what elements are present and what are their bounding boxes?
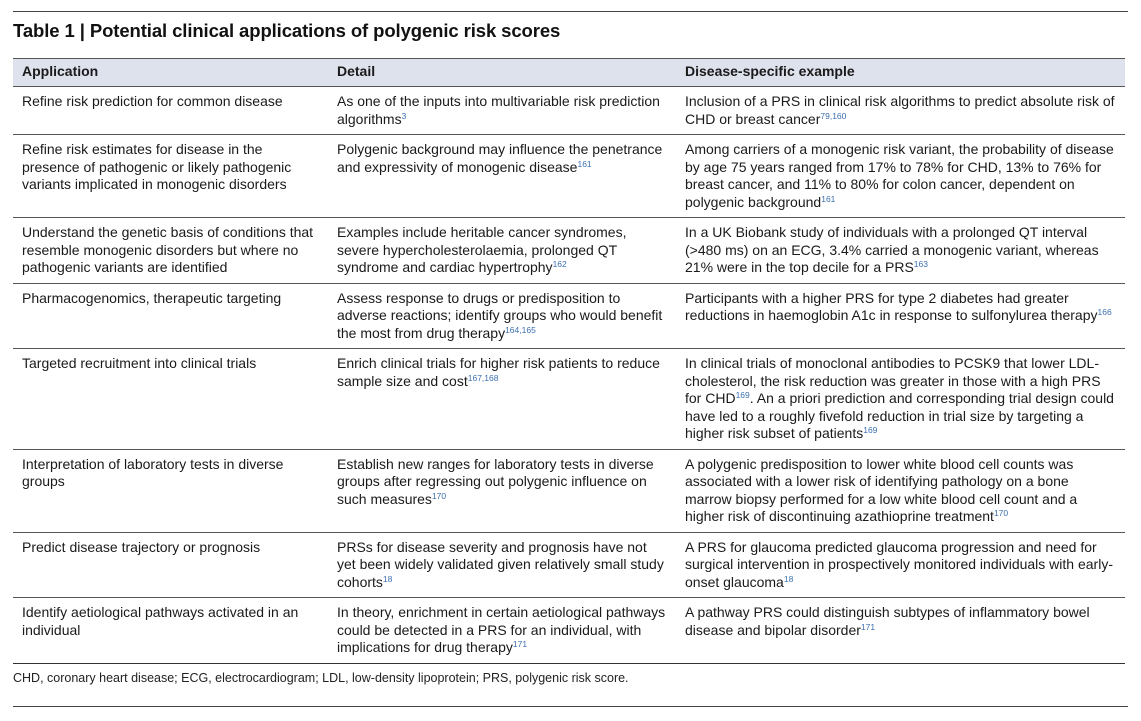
detail-cell [328, 598, 676, 664]
cell-text: Establish new ranges for laboratory tests in diverse groups after regressing out polygenic influence on such measures [337, 455, 654, 507]
example-cell [676, 218, 1125, 284]
table-header-row [13, 59, 1125, 87]
application-cell: Predict disease trajectory or prognosis [13, 532, 328, 598]
application-cell: Refine risk prediction for common disease [13, 87, 328, 135]
reference-link[interactable]: 161 [821, 193, 836, 204]
table-row [13, 598, 1125, 664]
reference-link[interactable]: 164,165 [505, 324, 536, 335]
applications-table [13, 58, 1125, 664]
table-row [13, 87, 1125, 135]
cell-text: Participants with a higher PRS for type 2 diabetes had greater reductions in haemoglobin A1c in response to sulfonylurea therapy [685, 289, 1098, 323]
column-header-application: Application [13, 59, 328, 87]
reference-link[interactable]: 163 [913, 259, 928, 269]
reference-link[interactable]: 79,160 [820, 110, 847, 121]
reference-link[interactable]: 170 [431, 490, 447, 501]
cell-text: As one of the inputs into multivariable risk prediction algorithms [337, 93, 660, 127]
cell-text: Assess response to drugs or predisposition to adverse reactions; identify groups who would benefit the most from drug therapy [337, 289, 663, 341]
cell-text: In a UK Biobank study of individuals with a prolonged QT interval (>480 ms) on an ECG, 3.4% carried a monogenic variant, whereas 21% were in the top decile for a PRS [685, 224, 1099, 275]
reference-link[interactable]: 3 [401, 110, 407, 121]
cell-text: Among carriers of a monogenic risk variant, the probability of disease by age 75 years ranged from 17% to 78% for CHD, 13% to 76% for breast cancer, and 11% to 80% for colon cancer, dependent on polygenic background [685, 141, 1114, 210]
reference-link[interactable]: 18 [783, 573, 794, 584]
column-header-example: Disease-specific example [676, 59, 1125, 87]
example-cell [676, 349, 1125, 450]
detail-cell [328, 449, 676, 532]
reference-link[interactable]: 171 [512, 639, 528, 649]
application-cell: Interpretation of laboratory tests in diverse groups [13, 449, 328, 532]
reference-link[interactable]: 167,168 [467, 372, 499, 383]
reference-link[interactable]: 166 [1097, 307, 1112, 317]
example-cell [676, 283, 1125, 349]
bottom-rule [13, 706, 1128, 707]
cell-text: Enrich clinical trials for higher risk patients to reduce sample size and cost [337, 355, 660, 389]
detail-cell [328, 349, 676, 450]
example-cell [676, 449, 1125, 532]
reference-link[interactable]: 18 [382, 573, 393, 584]
detail-cell [328, 218, 676, 284]
application-cell: Targeted recruitment into clinical trials [13, 349, 328, 450]
table-row [13, 349, 1125, 450]
table-row [13, 218, 1125, 284]
cell-text: In clinical trials of monoclonal antibodies to PCSK9 that lower LDL-cholesterol, the risk reduction was greater in those with a high PRS for CHD [685, 355, 1101, 406]
table-row [13, 532, 1125, 598]
example-cell [676, 87, 1125, 135]
reference-link[interactable]: 161 [577, 158, 592, 169]
cell-text: A PRS for glaucoma predicted glaucoma progression and need for surgical intervention in prospectively monitored individuals with early-onset glaucoma [685, 538, 1113, 590]
table-row [13, 283, 1125, 349]
example-cell [676, 532, 1125, 598]
detail-cell [328, 135, 676, 218]
application-cell: Understand the genetic basis of conditions that resemble monogenic disorders but where no pathogenic variants are identified [13, 218, 328, 284]
table-row [13, 449, 1125, 532]
table-row [13, 135, 1125, 218]
detail-cell [328, 283, 676, 349]
cell-text: PRSs for disease severity and prognosis have not yet been widely validated given relatively small study cohorts [337, 538, 664, 590]
detail-cell [328, 87, 676, 135]
cell-text: In theory, enrichment in certain aetiological pathways could be detected in a PRS for an individual, with implications for drug therapy [337, 604, 666, 655]
table-body [13, 87, 1125, 664]
reference-link[interactable]: 170 [993, 508, 1009, 518]
reference-link[interactable]: 162 [552, 259, 567, 269]
reference-link[interactable]: 169 [863, 425, 878, 435]
cell-text: A pathway PRS could distinguish subtypes of inflammatory bowel disease and bipolar disorder [685, 604, 1090, 638]
reference-link[interactable]: 169 [735, 390, 750, 400]
top-rule [13, 11, 1128, 12]
cell-text: Inclusion of a PRS in clinical risk algorithms to predict absolute risk of CHD or breast cancer [685, 93, 1115, 127]
cell-text: A polygenic predisposition to lower white blood cell counts was associated with a lower risk of identifying pathology on a bone marrow biopsy performed for a low white blood cell count and a higher risk of discontinuing azathioprine treatment [685, 455, 1078, 524]
table-title: Table 1 | Potential clinical applications of polygenic risk scores [13, 20, 561, 41]
cell-text: . An a priori prediction and corresponding trial design could have led to a roughly fivefold reduction in trial size by targeting a higher risk subset of patients [685, 390, 1114, 441]
reference-link[interactable]: 171 [860, 621, 876, 632]
cell-text: Examples include heritable cancer syndromes, severe hypercholesterolaemia, prolonged QT syndrome and cardiac hypertrophy [337, 224, 627, 275]
application-cell: Identify aetiological pathways activated in an individual [13, 598, 328, 664]
table-footnote: CHD, coronary heart disease; ECG, electrocardiogram; LDL, low-density lipoprotein; PRS, polygenic risk score. [13, 671, 629, 685]
detail-cell [328, 532, 676, 598]
cell-text: Polygenic background may influence the penetrance and expressivity of monogenic disease [337, 141, 663, 175]
example-cell [676, 135, 1125, 218]
example-cell [676, 598, 1125, 664]
application-cell: Refine risk estimates for disease in the presence of pathogenic or likely pathogenic variants implicated in monogenic disorders [13, 135, 328, 218]
application-cell: Pharmacogenomics, therapeutic targeting [13, 283, 328, 349]
column-header-detail: Detail [328, 59, 676, 87]
